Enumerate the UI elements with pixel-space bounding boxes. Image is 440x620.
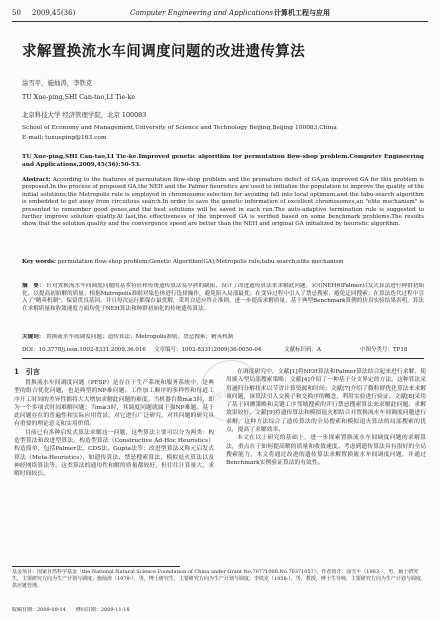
citation-en: TU Xue-ping,SHI Can-tao,LI Tie-ke.Improved genetic algorithm for permutation flow-shop problem.Computer Engineering and Applications,2009,45(36):50-53. (22, 154, 424, 168)
section-rule (22, 358, 424, 359)
left-col-paragraph-2: 目前已有多种启发式算法求解这一问题，这些算法主要可以分为两类：构造型算法和改进型算法。构造型算法（Constructive Ad-Hoc Heuristics）构造简单，包括Palmer法、CDS法、Gupta法等；改进型算法又称元启发式算法（Meta-Heuristics），如遗传算法、禁忌搜索算法、模拟退火算法以及神经网络算法等。这类算法的通用性和解的质量都较好，但往往计算量大，求解时间较长。 (14, 429, 214, 478)
journal-name-cn: 计算机工程与应用 (274, 9, 330, 17)
header-rule (12, 21, 428, 22)
authors-cn: 涂雪平，施灿涛，李铁克 (22, 79, 93, 87)
affiliation-en: School of Economy and Management,University of Science and Technology Beijing,Beijing 100083,China (22, 125, 337, 131)
running-header (12, 6, 430, 20)
keywords-en-text: permutation flow-shop problem;Genetic Algorithm(GA);Metropolis rule;tabu search;elite mechanism (57, 259, 344, 265)
journal-name-en: Computer Engineering and Applications (130, 9, 273, 17)
right-col-paragraph-1: 在调度研究中，文献[1]将NEH算法和Palmer算法结合起来进行求解，使用插入型局部搜索策略；文献[4]介绍了一种基于分支界定的方法。这种算法采用递归分解技术以节省计算资源和时间；文献[7]介绍了微粒群优化算法来求解该问题，该算法引入交换子和交换序的概念，利用实验进行验证。文献[8]采用了基于回溯策略和关键工序邻域搜索的并行禁忌搜索算法来求解此问题，求解效果较好。文献[9]将遗传算法和模拟退火相结合对置换流水车间调度问题进行求解，这种方法综合了遗传算法的全局搜索和模拟退火算法的局部搜索的优点，提高了求解效率。 (226, 369, 426, 434)
keywords-en-label: Key words: (22, 259, 57, 265)
keywords-en (22, 259, 424, 267)
doi: DOI：10.3778/j.issn.1002-8331.2009.36.016 (22, 347, 146, 353)
left-column (14, 366, 214, 562)
abstract-cn-label: 摘 要： (22, 283, 45, 289)
keywords-cn-text: 置换流水车间调度问题；遗传算法；Metropolis准则；禁忌搜索；精英机制 (46, 334, 234, 340)
affiliation-cn: 北京科技大学 经济管理学院，北京 100083 (22, 111, 147, 119)
abstract-cn-text: 针对置换流水车间调度问题的基本特征和传统遗传算法易早熟的缺陷，设计了改进遗传算法来求解此问题。采用NEH和Palmer启发式算法进行种群初始化，以提高初始解的质量；根据Metropolis准则对染色体进行选择操作，避免陷入局部最优；在变异过程中引入了禁忌搜索，避免迂回搜索；在算法迭代过程中引入了"精英机制"，保留优良基因，并且每次运行都保存最优解，采用自适应终止准则，进一步提高求解质量。基于典型Benchmark算例的仿真实验结果表明，算法在求解质量和收敛速度方面均优于NEH算法和种群初始化的传统遗传算法。 (22, 283, 424, 312)
received-dates: 收稿日期：2009-09-14 修回日期：2009-11-18 (12, 607, 130, 613)
abstract-en-label: Abstract: (22, 177, 51, 183)
abstract-cn (22, 283, 424, 329)
document-code: 文献标识码：A (284, 347, 321, 353)
section-heading-intro: 1 引言 (14, 367, 40, 376)
abstract-en (22, 177, 424, 259)
clc-number: 中图分类号：TP18 (360, 347, 408, 353)
footnote: 基金项目：国家自然科学基金（the National Natural Science Foundation of China under Grant No.70771008,No.70371057）。作者简介：涂雪平（1983-），男，硕士研究生，主要研究方向为生产计划与调度；施灿涛（1979-），男，博士研究生，主要研究方向为生产计划与调度；李铁克（1958-），男，教授，博士生导师，主要研究方向为生产计划与调度、供应链管理。 (12, 569, 426, 590)
author-email: E-mail: tuxueping@163.com (22, 135, 107, 141)
abstract-en-text: According to the features of permutation flow-shop problem and the premature defect of GA,an improved GA for this problem is proposed.In the process of proposed GA,the NEH and the Palmer heuristics are used to initialize the population to improve the quality of the initial solutions,the Metropolis rule is employed in chromosome selection for avoiding fall into local optimum,and the tabu-search algorithm is embedded to get away from circuitous search.In order to save the genetic information of excellent chromosomes,an "elite mechanism" is presented to remember good genes,and the best solutions will be saved in each run.The auto-adaptive termination rule is suggested to further improve solution quality.At last,the effectiveness of the improved GA is verified based on some benchmark problems.The results show that the solution quality and the convergence speed are better than the NEH and original GA initialized by heuristic algorithm. (22, 177, 424, 228)
page-number: 50 (12, 9, 21, 17)
volume-info: 2009,45(36) (32, 9, 76, 17)
left-col-paragraph-1: 置换流水车间调度问题（PFSP）是存在于生产系统和服务系统中，是典型的组合优化问题，也是典型的NP难问题。工作加工顺序的多样性和每道工序开工时间的差异性都将大大增加求解此问题的难度。当机器台数m≥3时，即为一个多项式时间难解问题；当m≥3时，其调度问题就属于强NP难题。基于此问题存在的普遍性和实际应用背景，对它进行广泛研究，对其问题的研究具有重要的理论意义和实用价值。 (14, 380, 214, 428)
keywords-cn (22, 334, 424, 342)
authors-en: TU Xue-ping,SHI Can-tao,LI Tie-ke (22, 93, 136, 101)
footnote-rule (12, 566, 180, 567)
paper-title: 求解置换流水车间调度问题的改进遗传算法 (22, 43, 306, 60)
article-number: 文章编号：1002-8331(2009)36-0050-04 (154, 347, 262, 353)
right-col-paragraph-2: 本文在以上研究的基础上，进一步探索置换流水车间调度问题的求解算法，重点在于如何提高解的质量和收敛速度。考虑到遗传算法具有很好的全局搜索能力，本文将通过改进的遗传算法求解置换流水车间调度问题，并通过Benchmark实例验证算法的有效性。 (226, 435, 426, 467)
watermark-seal: 维普资讯 (192, 352, 270, 430)
keywords-cn-label: 关键词： (22, 334, 45, 340)
